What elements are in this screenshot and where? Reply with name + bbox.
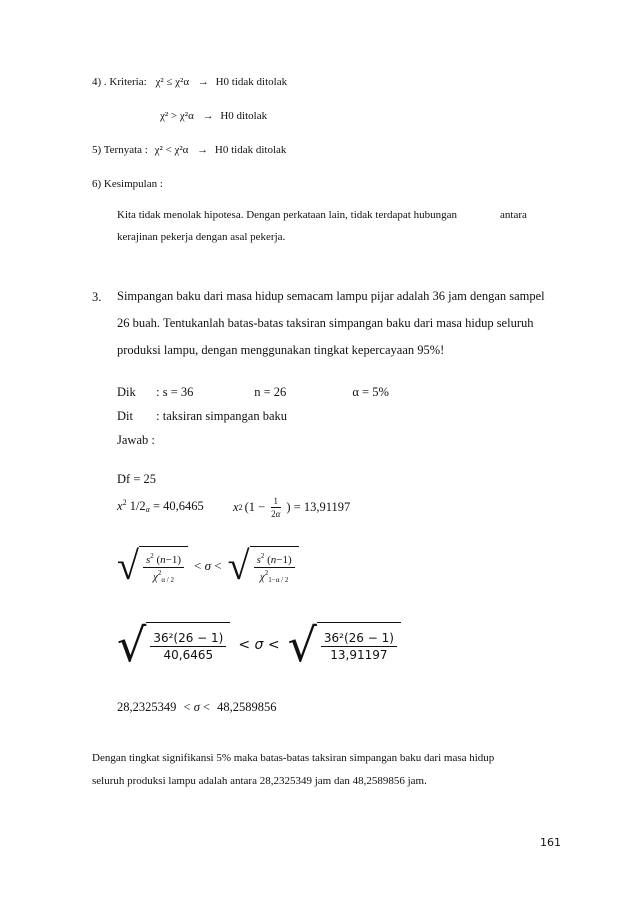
ternyata-row xyxy=(92,144,286,156)
conclusion-line-1: Dengan tingkat signifikansi 5% maka batas-batas taksiran simpangan baku dari masa hidup xyxy=(92,752,495,764)
jawab-label: Jawab : xyxy=(117,433,155,447)
kriteria-row-1 xyxy=(92,76,287,88)
sqrt-left: √ $\frac{s^2 (n-1)}{\chi^2_{\alpha / 2}}$ xyxy=(117,546,188,586)
chi-left-value: = 40,6465 xyxy=(153,499,204,513)
kriteria-result-1: H0 tidak ditolak xyxy=(215,76,288,88)
result-upper: 48,2589856 xyxy=(217,700,277,714)
sqrt-right-numeric: √ $\frac{\text{36²(26 − 1)}}{13,91197}$ xyxy=(288,622,401,668)
result-lower: 28,2325349 xyxy=(117,700,177,714)
problem-line-1: Simpangan baku dari masa hidup semacam lampu pijar adalah 36 jam dengan sampel xyxy=(117,289,545,303)
dik-n: n = 26 xyxy=(254,385,287,399)
ternyata-label: 5) Ternyata : xyxy=(92,144,148,156)
df-line: Df = 25 xyxy=(117,472,156,486)
numeric-den-right: 13,91197 xyxy=(330,648,388,662)
kriteria-expr-1: χ² ≤ χ²α xyxy=(155,76,190,88)
problem-text xyxy=(117,283,563,364)
dit-row xyxy=(117,409,287,424)
kesimpulan-text-1: Kita tidak menolak hipotesa. Dengan perkataan lain, tidak terdapat hubungan xyxy=(117,209,457,221)
page-number: 161 xyxy=(540,836,561,849)
formula-symbolic: √ $\frac{s^2 (n-1)}{\chi^2_{\alpha / 2}}$ < σ < √ $\frac{s^2 (n-1)}{\chi^2_{1-\alpha / 2}}$ xyxy=(117,546,299,586)
chi-right: x 2 (1 − $\frac{1}{2\alpha}$ ) = 13,91197 xyxy=(233,496,351,519)
conclusion-line-2: seluruh produksi lampu adalah antara 28,2325349 jam dan 48,2589856 jam. xyxy=(92,775,427,787)
arrow-right-icon: → xyxy=(197,76,209,88)
dit-text: : taksiran simpangan baku xyxy=(156,409,287,423)
arrow-right-icon: → xyxy=(202,110,214,122)
kriteria-result-2: H0 ditolak xyxy=(220,110,268,122)
problem-line-2: 26 buah. Tentukanlah batas-batas taksiran simpangan baku dari masa hidup seluruh xyxy=(117,316,534,330)
kriteria-row-2 xyxy=(160,110,267,122)
kesimpulan-label: 6) Kesimpulan : xyxy=(92,178,163,190)
numeric-num-left: 36²(26 − 1) xyxy=(150,631,226,647)
sqrt-left-numeric: √ $\frac{\text{36²(26 − 1)}}{40,6465}$ xyxy=(117,622,230,668)
dik-s: : s = 36 xyxy=(156,385,194,399)
problem-line-3: produksi lampu, dengan menggunakan tingkat kepercayaan 95%! xyxy=(117,343,445,357)
kesimpulan-line-1-end: antara xyxy=(500,209,527,221)
kriteria-expr-2: χ² > χ²α xyxy=(160,110,194,122)
arrow-right-icon: → xyxy=(197,144,209,156)
formula-numeric: √ $\frac{\text{36²(26 − 1)}}{40,6465}$ < σ < √ $\frac{\text{36²(26 − 1)}}{13,91197}$ xyxy=(117,622,401,668)
result-line: 28,2325349 < σ < 48,2589856 xyxy=(117,700,277,714)
dik-alpha: α = 5% xyxy=(352,385,389,399)
numeric-num-right: 36²(26 − 1) xyxy=(321,631,397,647)
kriteria-label: 4) . Kriteria: xyxy=(92,76,147,88)
problem-number: 3. xyxy=(92,290,102,304)
dik-label: Dik xyxy=(117,385,136,399)
ternyata-result: H0 tidak ditolak xyxy=(214,144,287,156)
dik-row xyxy=(117,385,389,400)
kesimpulan-line-1 xyxy=(117,209,457,221)
ternyata-expr: χ² < χ²α xyxy=(154,144,189,156)
chi-right-value: ) = 13,91197 xyxy=(286,500,351,514)
dit-label: Dit xyxy=(117,409,133,423)
numeric-den-left: 40,6465 xyxy=(163,648,214,662)
chi-left: $x^2$ $1/2_\alpha = 40,6465$ xyxy=(117,498,204,514)
kesimpulan-line-2: kerajinan pekerja dengan asal pekerja. xyxy=(117,231,286,243)
sqrt-right: √ $\frac{s^2 (n-1)}{\chi^2_{1-\alpha / 2}}$ xyxy=(228,546,299,586)
